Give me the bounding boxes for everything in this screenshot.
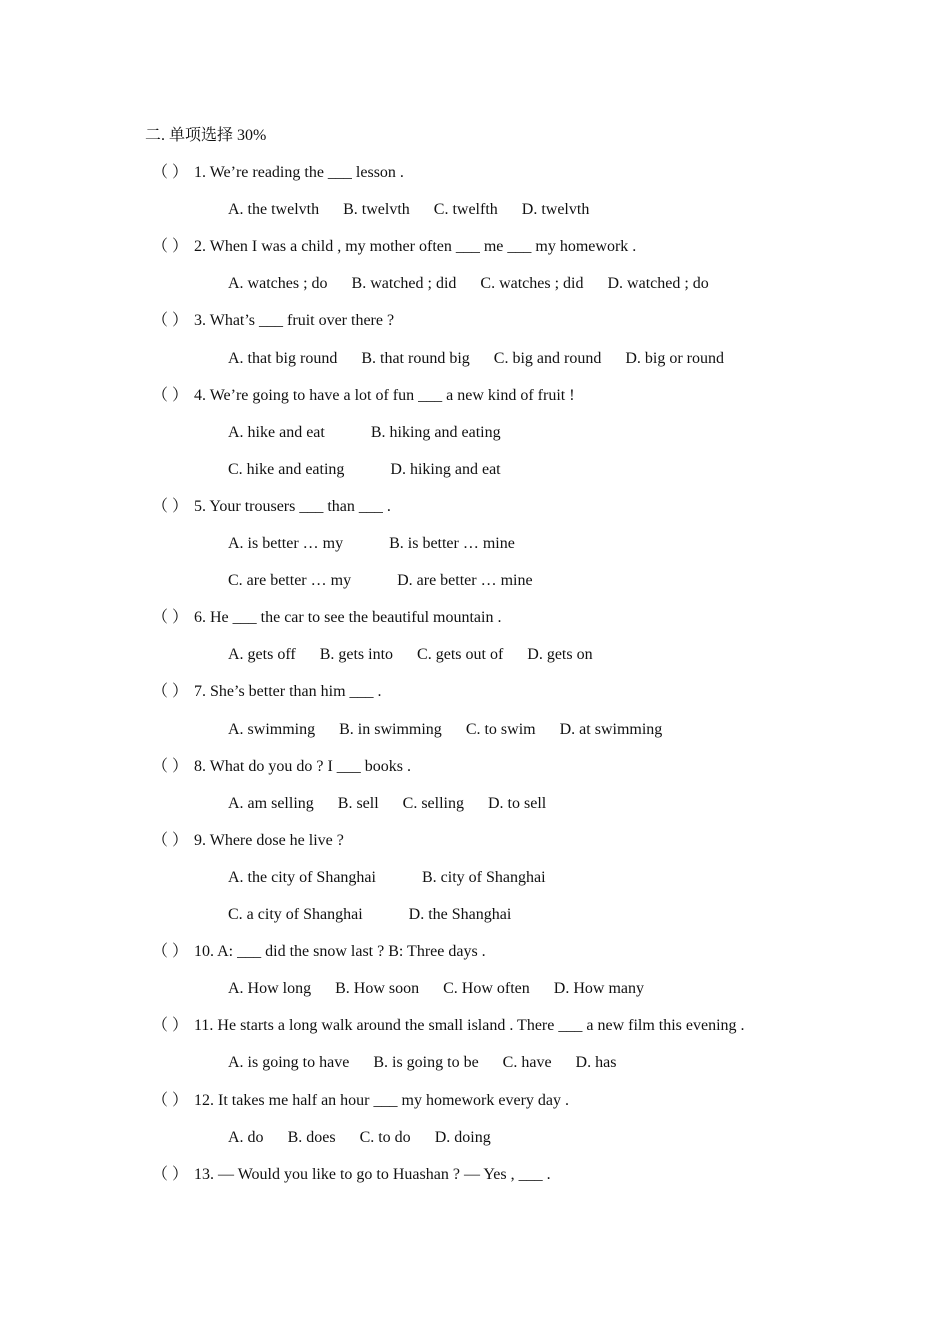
option-a: A. the city of Shanghai bbox=[228, 869, 376, 886]
question-stem: 8. What do you do ? I ___ books . bbox=[194, 758, 412, 775]
option-a: A. is better … my bbox=[228, 535, 344, 552]
option-c: C. big and round bbox=[493, 350, 602, 367]
option-a: A. hike and eat bbox=[228, 424, 325, 441]
answer-blank-bracket: （ ） bbox=[152, 312, 189, 329]
question-2 bbox=[152, 237, 636, 257]
option-b: B. gets into bbox=[319, 646, 394, 663]
options-row bbox=[228, 979, 644, 999]
options-row bbox=[228, 274, 709, 294]
option-b: B. is going to be bbox=[373, 1054, 479, 1071]
question-stem: 13. — Would you like to go to Huashan ? — Yes , ___ . bbox=[194, 1166, 551, 1183]
option-a: A. am selling bbox=[228, 795, 314, 812]
options-row bbox=[228, 868, 546, 888]
options-row bbox=[228, 460, 501, 480]
option-b: B. hiking and eating bbox=[370, 424, 501, 441]
option-b: B. watched ; did bbox=[351, 275, 457, 292]
option-b: B. that round big bbox=[361, 350, 470, 367]
section-title: 二. 单项选择 30% bbox=[145, 127, 267, 144]
option-b: B. is better … mine bbox=[389, 535, 515, 552]
question-stem: 4. We’re going to have a lot of fun ___ a new kind of fruit ! bbox=[194, 387, 575, 404]
question-stem: 6. He ___ the car to see the beautiful mountain . bbox=[194, 609, 502, 626]
answer-blank-bracket: （ ） bbox=[152, 943, 189, 960]
option-a: A. gets off bbox=[228, 646, 296, 663]
answer-blank-bracket: （ ） bbox=[152, 609, 189, 626]
answer-blank-bracket: （ ） bbox=[152, 1017, 189, 1034]
options-row bbox=[228, 645, 593, 665]
question-stem: 2. When I was a child , my mother often ___ me ___ my homework . bbox=[194, 238, 637, 255]
option-c: C. How often bbox=[443, 980, 530, 997]
answer-blank-bracket: （ ） bbox=[152, 498, 189, 515]
question-5 bbox=[152, 497, 391, 517]
answer-blank-bracket: （ ） bbox=[152, 238, 189, 255]
question-9 bbox=[152, 831, 344, 851]
question-stem: 3. What’s ___ fruit over there ? bbox=[194, 312, 395, 329]
option-b: B. in swimming bbox=[339, 721, 442, 738]
option-c: C. have bbox=[502, 1054, 552, 1071]
option-a: A. swimming bbox=[228, 721, 316, 738]
option-d: D. to sell bbox=[488, 795, 547, 812]
option-d: D. twelvth bbox=[521, 201, 590, 218]
option-d: D. big or round bbox=[625, 350, 724, 367]
answer-blank-bracket: （ ） bbox=[152, 832, 189, 849]
question-stem: 7. She’s better than him ___ . bbox=[194, 683, 382, 700]
option-c: C. hike and eating bbox=[228, 461, 345, 478]
option-d: D. at swimming bbox=[559, 721, 663, 738]
option-a: A. do bbox=[228, 1129, 264, 1146]
options-row bbox=[228, 720, 662, 740]
option-a: A. How long bbox=[228, 980, 312, 997]
options-row bbox=[228, 534, 515, 554]
question-stem: 12. It takes me half an hour ___ my homework every day . bbox=[194, 1092, 570, 1109]
option-d: D. hiking and eat bbox=[390, 461, 501, 478]
options-row bbox=[228, 349, 724, 369]
answer-blank-bracket: （ ） bbox=[152, 164, 189, 181]
option-c: C. are better … my bbox=[228, 572, 352, 589]
option-d: D. the Shanghai bbox=[408, 906, 512, 923]
question-10 bbox=[152, 942, 486, 962]
question-stem: 10. A: ___ did the snow last ? B: Three days . bbox=[194, 943, 486, 960]
question-12 bbox=[152, 1091, 569, 1111]
option-c: C. to do bbox=[359, 1129, 411, 1146]
option-c: C. watches ; did bbox=[480, 275, 584, 292]
question-3 bbox=[152, 311, 394, 331]
option-b: B. How soon bbox=[335, 980, 420, 997]
options-row bbox=[228, 794, 546, 814]
option-c: C. selling bbox=[402, 795, 464, 812]
option-b: B. city of Shanghai bbox=[421, 869, 546, 886]
options-row bbox=[228, 423, 501, 443]
question-stem: 9. Where dose he live ? bbox=[194, 832, 344, 849]
answer-blank-bracket: （ ） bbox=[152, 683, 189, 700]
option-c: C. to swim bbox=[465, 721, 536, 738]
question-4 bbox=[152, 386, 575, 406]
option-a: A. the twelvth bbox=[228, 201, 320, 218]
options-row bbox=[228, 905, 511, 925]
options-row bbox=[228, 1128, 491, 1148]
option-b: B. sell bbox=[337, 795, 379, 812]
option-a: A. watches ; do bbox=[228, 275, 328, 292]
question-stem: 5. Your trousers ___ than ___ . bbox=[194, 498, 391, 515]
question-1 bbox=[152, 163, 404, 183]
question-13 bbox=[152, 1165, 551, 1185]
options-row bbox=[228, 200, 589, 220]
answer-blank-bracket: （ ） bbox=[152, 387, 189, 404]
question-11 bbox=[152, 1016, 745, 1036]
question-7 bbox=[152, 682, 382, 702]
option-d: D. doing bbox=[434, 1129, 491, 1146]
question-8 bbox=[152, 757, 411, 777]
option-d: D. watched ; do bbox=[607, 275, 709, 292]
question-stem: 1. We’re reading the ___ lesson . bbox=[194, 164, 404, 181]
option-d: D. gets on bbox=[527, 646, 593, 663]
option-a: A. that big round bbox=[228, 350, 338, 367]
option-a: A. is going to have bbox=[228, 1054, 350, 1071]
option-c: C. twelfth bbox=[433, 201, 498, 218]
option-c: C. a city of Shanghai bbox=[228, 906, 363, 923]
answer-blank-bracket: （ ） bbox=[152, 1166, 189, 1183]
option-b: B. does bbox=[287, 1129, 336, 1146]
question-stem: 11. He starts a long walk around the small island . There ___ a new film this evening . bbox=[194, 1017, 745, 1034]
option-d: D. has bbox=[575, 1054, 617, 1071]
option-c: C. gets out of bbox=[417, 646, 504, 663]
answer-blank-bracket: （ ） bbox=[152, 758, 189, 775]
option-d: D. are better … mine bbox=[397, 572, 533, 589]
option-b: B. twelvth bbox=[343, 201, 410, 218]
answer-blank-bracket: （ ） bbox=[152, 1092, 189, 1109]
options-row bbox=[228, 1053, 616, 1073]
question-6 bbox=[152, 608, 501, 628]
option-d: D. How many bbox=[553, 980, 644, 997]
options-row bbox=[228, 571, 533, 591]
